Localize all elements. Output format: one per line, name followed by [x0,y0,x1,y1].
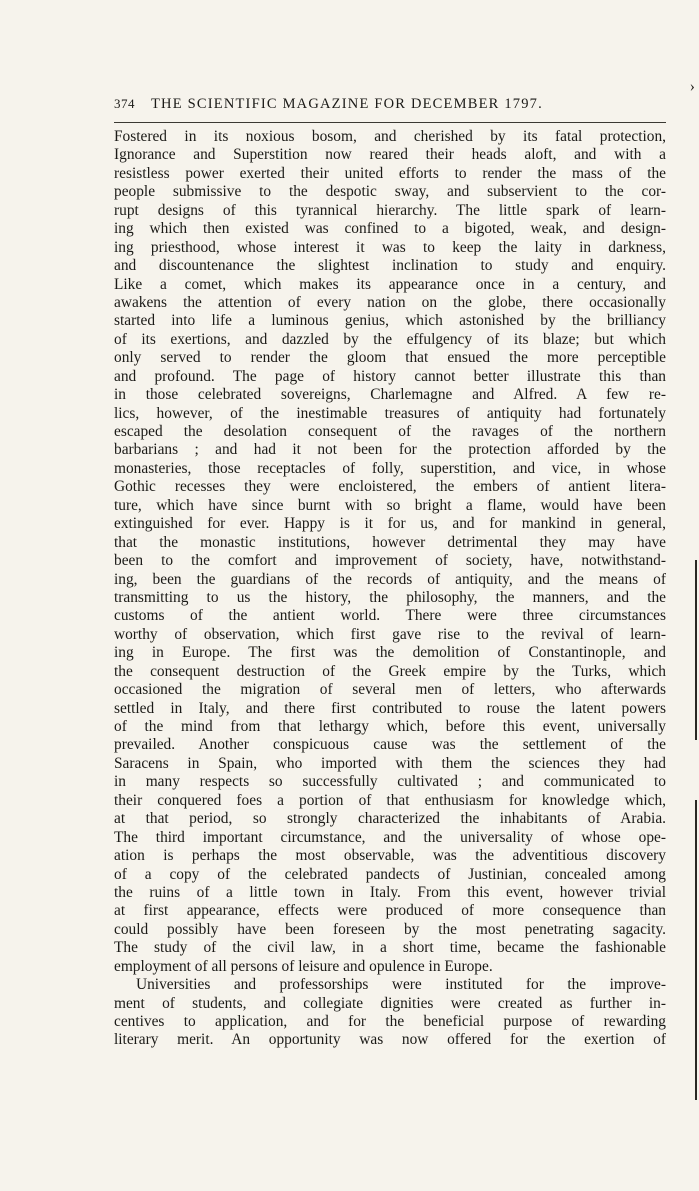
paragraph [114,128,666,976]
text-line: employment of all persons of leisure and opulence in Europe. [114,957,493,975]
text-line: been to the comfort and improvement of society, have, notwithstand- [114,552,666,570]
text-line: the ruins of a little town in Italy. From this event, however trivial [114,883,666,901]
text-line: people submissive to the despotic sway, and subservient to the cor- [114,183,666,201]
text-line: in those celebrated sovereigns, Charlemagne and Alfred. A few re- [114,386,666,404]
text-line: literary merit. An opportunity was now offered for the exertion of [114,1031,666,1049]
text-line: customs of the antient world. There were three circumstances [114,607,666,625]
text-line: ing priesthood, whose interest it was to keep the laity in darkness, [114,238,666,256]
text-line: monasteries, those receptacles of folly, superstition, and vice, in whose [114,459,666,477]
binding-edge-shadow [695,560,697,740]
text-line: ing, been the guardians of the records of antiquity, and the means of [114,570,666,588]
text-line: transmitting to us the history, the philosophy, the manners, and the [114,588,666,606]
text-line: of its exertions, and dazzled by the effulgency of its blaze; but which [114,330,666,348]
text-line: settled in Italy, and there first contributed to rouse the latent powers [114,699,666,717]
text-line: Like a comet, which makes its appearance once in a century, and [114,275,666,293]
text-line: Ignorance and Superstition now reared their heads aloft, and with a [114,146,666,164]
binding-edge-shadow-lower [695,800,697,1100]
paragraph [114,976,666,1050]
text-line: centives to application, and for the beneficial purpose of rewarding [114,1013,666,1030]
text-line: Universities and professorships were instituted for the improve- [136,976,666,994]
text-line: only served to render the gloom that ensued the more perceptible [114,349,666,367]
text-line: The third important circumstance, and the universality of whose ope- [114,828,666,846]
text-line: at that period, so strongly characterized the inhabitants of Arabia. [114,810,666,828]
text-line: ing in Europe. The first was the demolition of Constantinople, and [114,644,666,662]
text-line: the consequent destruction of the Greek empire by the Turks, which [114,662,666,680]
text-line: ation is perhaps the most observable, was the adventitious discovery [114,847,666,865]
text-line: their conquered foes a portion of that enthusiasm for knowledge which, [114,791,666,809]
text-line: in many respects so successfully cultivated ; and communicated to [114,773,666,791]
page-number: 374 [114,96,135,111]
text-line: ture, which have since burnt with so bright a flame, would have been [114,496,666,514]
text-line: prevailed. Another conspicuous cause was the settlement of the [114,736,666,754]
text-line: and discountenance the slightest inclination to study and enquiry. [114,257,666,275]
text-line: ment of students, and collegiate dignities were created as further in- [114,994,666,1012]
text-line: Fostered in its noxious bosom, and cherished by its fatal protection, [114,128,666,145]
text-line: at first appearance, effects were produced of more consequence than [114,902,666,920]
text-line: The study of the civil law, in a short time, became the fashionable [114,939,666,957]
text-line: Saracens in Spain, who imported with them the sciences they had [114,754,666,772]
text-line: started into life a luminous genius, which astonished by the brilliancy [114,312,666,330]
text-line: worthy of observation, which first gave rise to the revival of learn- [114,625,666,643]
text-line: Gothic recesses they were encloistered, the embers of antient litera- [114,478,666,496]
text-line: occasioned the migration of several men of letters, who afterwards [114,681,666,699]
text-line: could possibly have been foreseen by the most penetrating sagacity. [114,920,666,938]
text-line: rupt designs of this tyrannical hierarchy. The little spark of learn- [114,201,666,219]
header-rule [114,122,666,123]
text-line: barbarians ; and had it not been for the protection afforded by the [114,441,666,459]
text-line: of the mind from that lethargy which, before this event, universally [114,718,666,735]
text-line: lics, however, of the inestimable treasures of antiquity had fortunately [114,404,666,422]
article-body [114,128,666,1050]
text-line: that the monastic institutions, however detrimental they may have [114,533,666,551]
running-header [114,96,666,118]
text-line: resistless power exerted their united efforts to render the mass of the [114,164,666,182]
text-line: extinguished for ever. Happy is it for us, and for mankind in general, [114,515,666,533]
text-line: escaped the desolation consequent of the ravages of the northern [114,423,666,440]
text-line: ing which then existed was confined to a bigoted, weak, and design- [114,220,666,238]
running-title: THE SCIENTIFIC MAGAZINE FOR DECEMBER 1797. [151,96,543,112]
text-line: of a copy of the celebrated pandects of Justinian, concealed among [114,865,666,883]
text-line: awakens the attention of every nation on the globe, there occasionally [114,293,666,311]
page-edge-mark: › [689,78,695,95]
text-line: and profound. The page of history cannot better illustrate this than [114,367,666,385]
